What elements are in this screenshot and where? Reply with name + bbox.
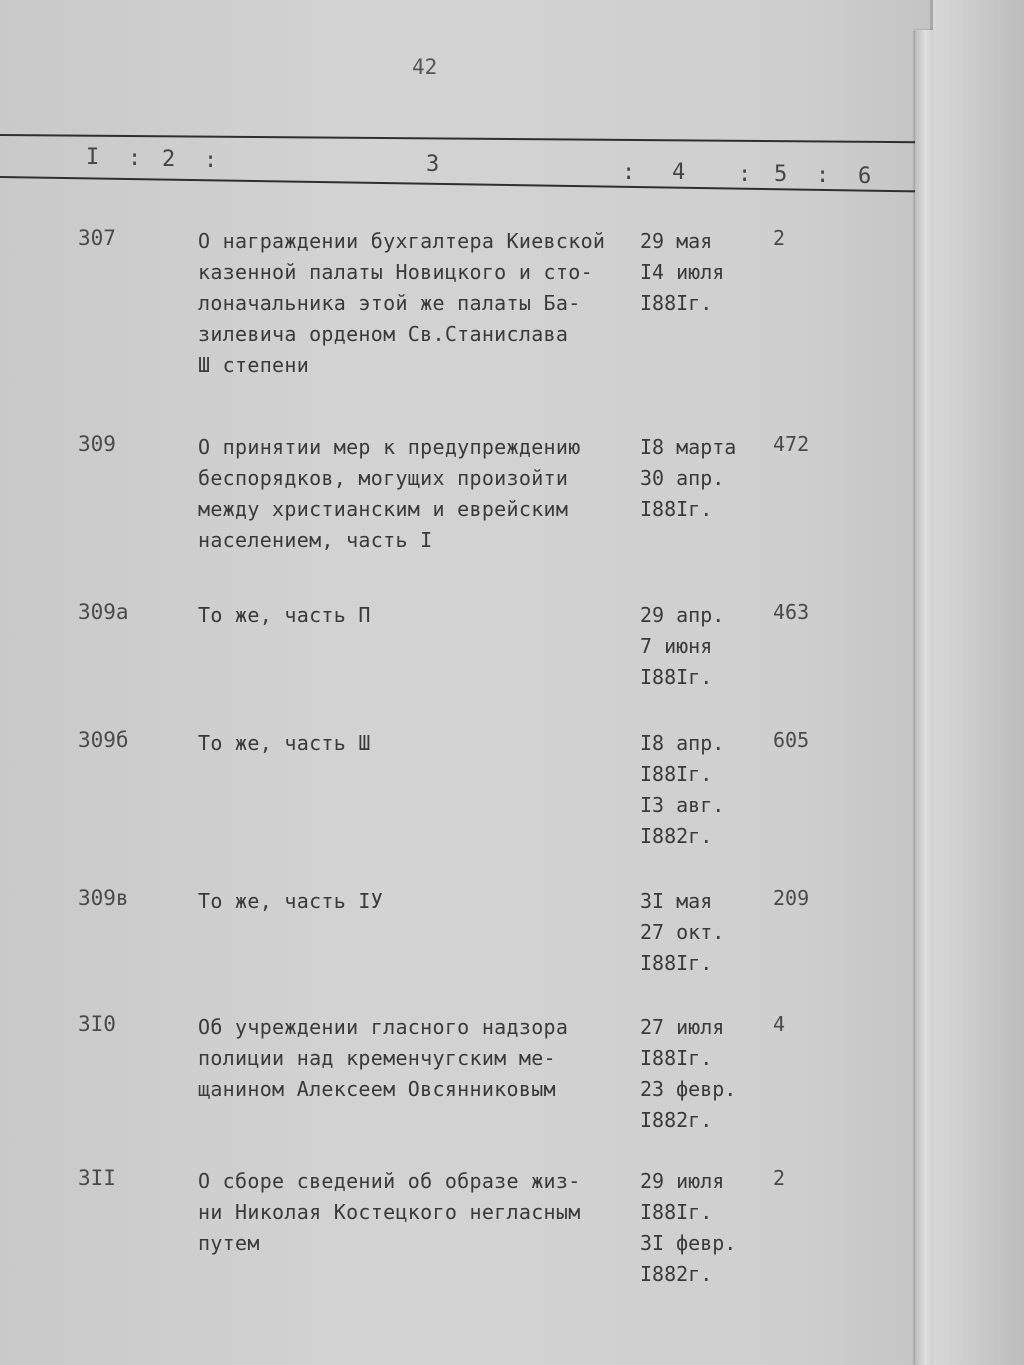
entry-description: О принятии мер к предупреждению беспорядков, могущих произойти между христианским и еврейским населением, часть I — [198, 435, 581, 552]
entry-dates: 27 июля I88Iг. 23 февр. I882г. — [640, 1015, 737, 1132]
header-col-2: 2 — [162, 147, 176, 172]
background-surface — [933, 0, 1024, 1365]
header-col-6: 6 — [858, 164, 872, 189]
page-number: 42 — [412, 55, 438, 79]
entry-dates: I8 марта 30 апр. I88Iг. — [640, 435, 737, 521]
header-col-5: 5 — [774, 162, 788, 187]
entry-sheet-count: 605 — [773, 728, 810, 752]
entry-number: 309в — [78, 886, 129, 910]
entry-number: 3I0 — [78, 1012, 116, 1036]
header-col-1: I — [86, 145, 100, 170]
header-sep: : — [128, 146, 142, 171]
header-col-4: 4 — [672, 160, 686, 185]
entry-sheet-count: 2 — [773, 226, 786, 250]
entry-number: 3II — [78, 1166, 116, 1190]
entry-sheet-count: 209 — [773, 886, 810, 910]
header-col-3: 3 — [426, 152, 440, 177]
header-top-rule — [0, 134, 918, 143]
header-sep: : — [816, 163, 830, 188]
entry-dates: 29 июля I88Iг. 3I февр. I882г. — [640, 1169, 737, 1286]
entry-number: 309б — [78, 728, 129, 752]
entry-description: То же, часть Ш — [198, 731, 371, 755]
page-edge — [915, 30, 933, 1365]
header-sep: : — [204, 148, 218, 173]
entry-description: То же, часть IУ — [198, 889, 384, 913]
entry-description: То же, часть П — [198, 603, 371, 627]
entry-dates: I8 апр. I88Iг. I3 авг. I882г. — [640, 731, 725, 848]
entry-number: 307 — [78, 226, 116, 250]
entry-dates: 3I мая 27 окт. I88Iг. — [640, 889, 725, 975]
entry-dates: 29 апр. 7 июня I88Iг. — [640, 603, 725, 689]
entry-number: 309а — [78, 600, 129, 624]
entry-dates: 29 мая I4 июля I88Iг. — [640, 229, 725, 315]
entry-sheet-count: 2 — [773, 1166, 786, 1190]
entry-description: Об учреждении гласного надзора полиции над кременчугским ме- щанином Алексеем Овсянниковым — [198, 1015, 569, 1101]
entry-sheet-count: 4 — [773, 1012, 786, 1036]
entry-sheet-count: 472 — [773, 432, 810, 456]
entry-sheet-count: 463 — [773, 600, 810, 624]
entry-description: О сборе сведений об образе жиз- ни Николая Костецкого негласным путем — [198, 1169, 581, 1255]
header-sep: : — [622, 160, 636, 185]
entry-description: О награждении бухгалтера Киевской казенной палаты Новицкого и сто- лоначальника этой же палаты Ба- зилевича орденом Св.Станислава Ш степени — [198, 229, 606, 377]
entry-number: 309 — [78, 432, 116, 456]
header-sep: : — [738, 162, 752, 187]
